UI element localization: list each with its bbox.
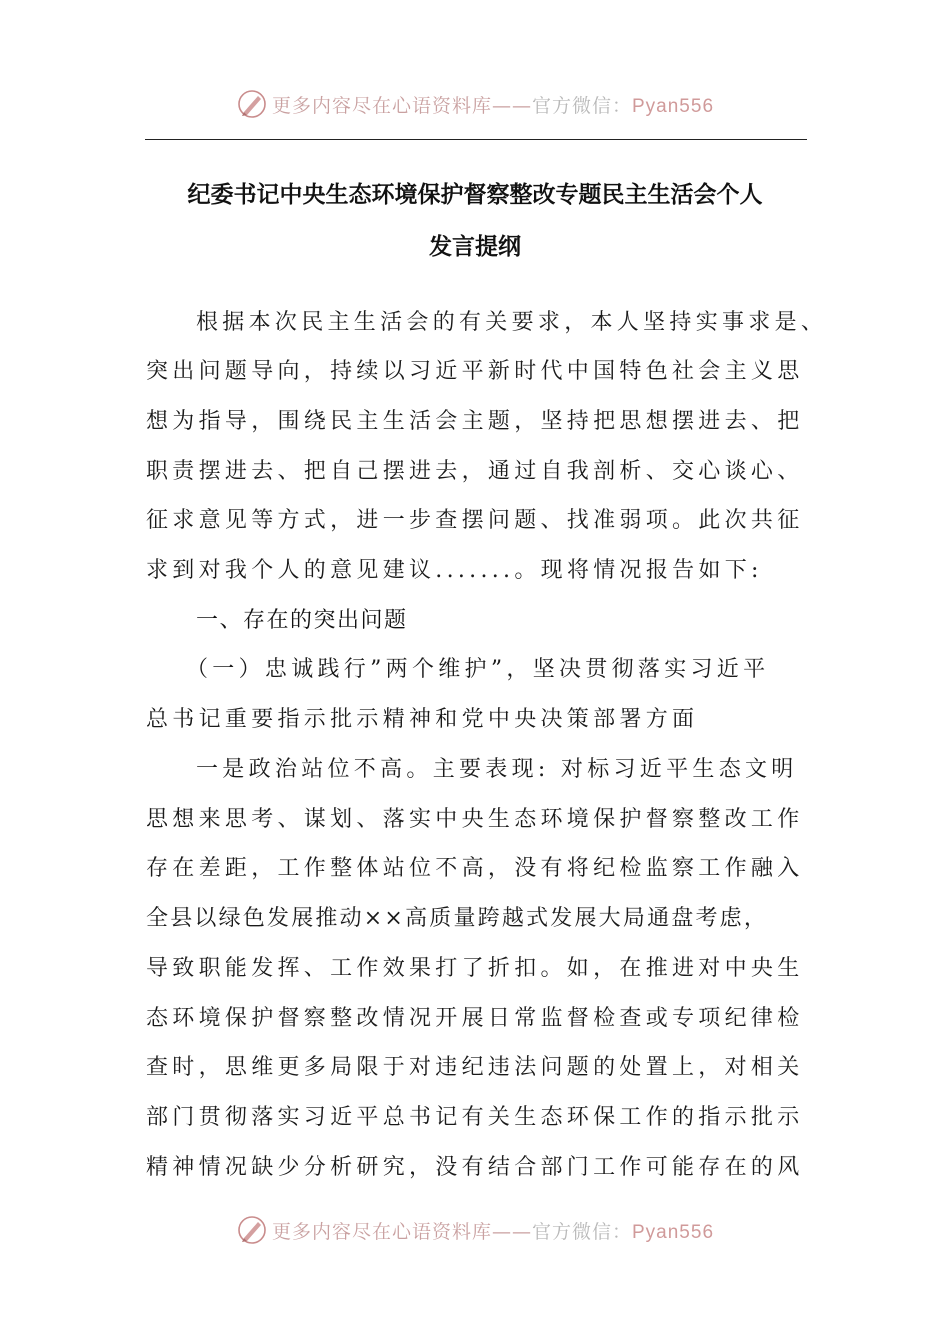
header-banner [0, 84, 950, 124]
body-line: 思想来思考、谋划、落实中央生态环境保护督察整改工作 [146, 807, 804, 832]
banner-text: 更多内容尽在心语资料库——官方微信：Pyan556 [271, 1220, 715, 1243]
banner-text: 更多内容尽在心语资料库——官方微信：Pyan556 [271, 94, 715, 117]
subsection-heading-line-1: （一）忠诚践行”两个维护”，坚决贯彻落实习近平 [186, 657, 770, 682]
pen-logo-icon [236, 1214, 268, 1246]
footer-banner [0, 1210, 950, 1250]
body-line: 导致职能发挥、工作效果打了折扣。如，在推进对中央生 [146, 956, 804, 981]
body-line: 职责摆进去、把自己摆进去，通过自我剖析、交心谈心、 [146, 459, 804, 484]
body-line: 征求意见等方式，进一步查摆问题、找准弱项。此次共征 [146, 508, 804, 533]
body-line: 求到对我个人的意见建议.......。现将情况报告如下: [146, 558, 763, 583]
body-line: 根据本次民主生活会的有关要求，本人坚持实事求是、 [196, 310, 828, 335]
document-title-line-2: 发言提纲 [429, 234, 521, 260]
body-line: 存在差距，工作整体站位不高，没有将纪检监察工作融入 [146, 856, 804, 881]
body-line: 想为指导，围绕民主生活会主题，坚持把思想摆进去、把 [146, 409, 804, 434]
body-line: 突出问题导向，持续以习近平新时代中国特色社会主义思 [146, 359, 804, 384]
body-line: 一是政治站位不高。主要表现: 对标习近平生态文明 [196, 757, 798, 782]
document-title-line-1: 纪委书记中央生态环境保护督察整改专题民主生活会个人 [187, 182, 763, 208]
header-rule [145, 139, 807, 140]
body-line: 部门贯彻落实习近平总书记有关生态环保工作的指示批示 [146, 1105, 804, 1130]
body-line: 查时，思维更多局限于对违纪违法问题的处置上，对相关 [146, 1055, 804, 1080]
body-line: 精神情况缺少分析研究，没有结合部门工作可能存在的风 [146, 1155, 804, 1180]
body-line: 全县以绿色发展推动××高质量跨越式发展大局通盘考虑， [146, 906, 769, 931]
pen-logo-icon [236, 88, 268, 120]
body-line: 态环境保护督察整改情况开展日常监督检查或专项纪律检 [146, 1006, 804, 1031]
section-heading: 一、存在的突出问题 [196, 608, 408, 633]
subsection-heading-line-2: 总书记重要指示批示精神和党中央决策部署方面 [146, 707, 699, 732]
